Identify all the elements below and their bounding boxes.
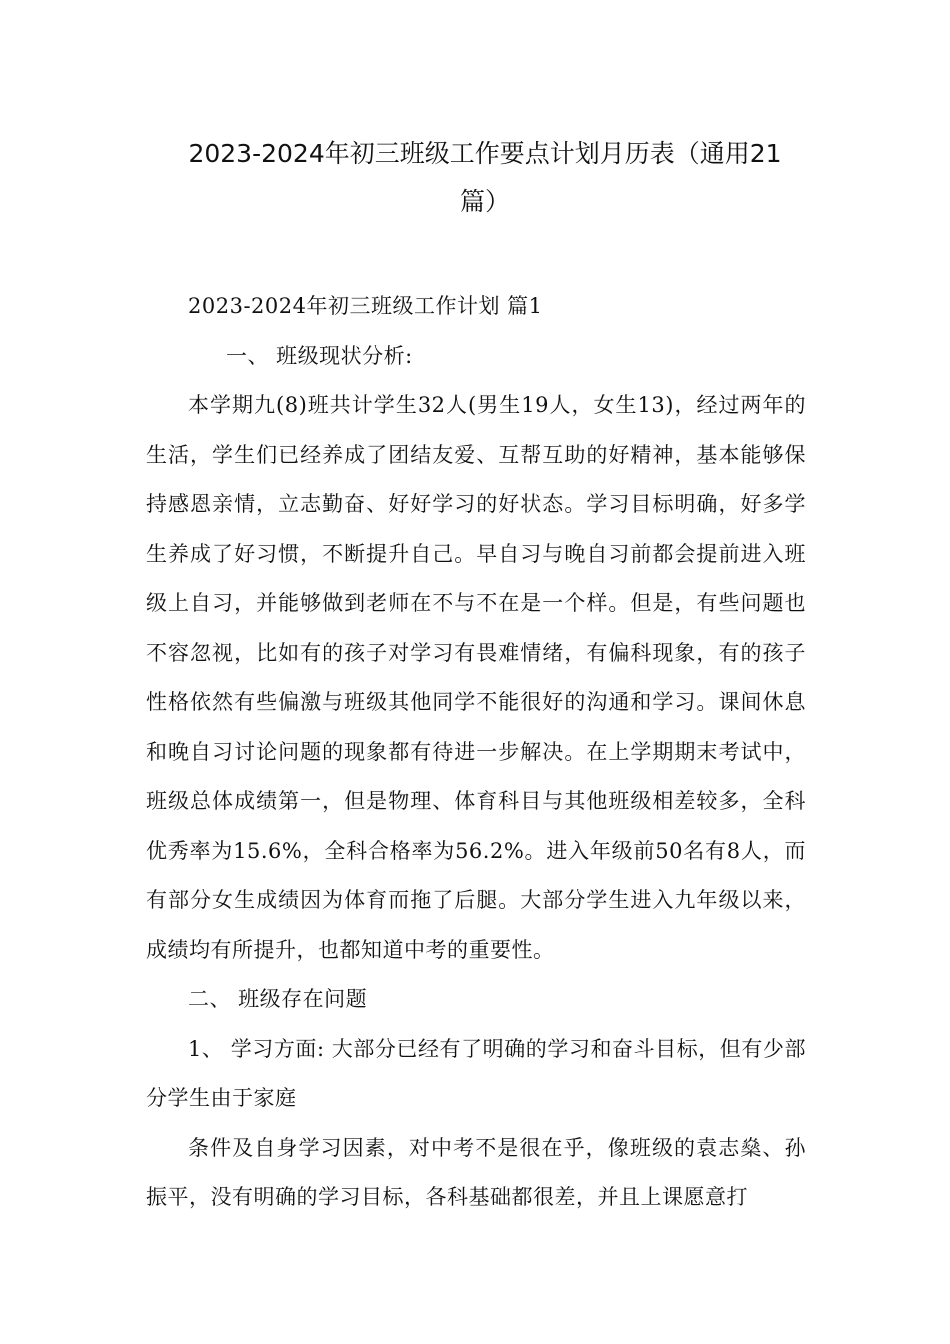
section-heading-status: 一、 班级现状分析: [226,343,413,368]
title-line-1: 2023-2024年初三班级工作要点计划月历表（通用21 [188,139,782,168]
title-line-2: 篇） [459,187,510,216]
section-heading-problems: 二、 班级存在问题 [188,987,368,1011]
paragraph-study-conditions: 条件及自身学习因素，对中考不是很在乎，像班级的袁志燊、孙振平，没有明确的学习目标，各科基础都很差，并且上课愿意打 [146,1135,806,1209]
document-body [146,282,806,1223]
plan-subtitle: 2023-2024年初三班级工作计划 篇1 [188,294,543,318]
paragraph-study-problems: 1、 学习方面: 大部分已经有了明确的学习和奋斗目标，但有少部分学生由于家庭 [146,1036,806,1110]
document-title [140,130,830,226]
paragraph-status-analysis: 本学期九(8)班共计学生32人(男生19人，女生13)，经过两年的生活，学生们已经养成了团结友爱、互帮互助的好精神，基本能够保持感恩亲情，立志勤奋、好好学习的好状态。学习目标明确，好多学生养成了好习惯，不断提升自己。早自习与晚自习前都会提前进入班级上自习，并能够做到老师在不与不在是一个样。但是，有些问题也不容忽视，比如有的孩子对学习有畏难情绪，有偏科现象，有的孩子性格依然有些偏激与班级其他同学不能很好的沟通和学习。课间休息和晚自习讨论问题的现象都有待进一步解决。在上学期期末考试中，班级总体成绩第一，但是物理、体育科目与其他班级相差较多，全科优秀率为15.6%，全科合格率为56.2%。进入年级前50名有8人，而有部分女生成绩因为体育而拖了后腿。大部分学生进入九年级以来，成绩均有所提升，也都知道中考的重要性。 [146,393,806,962]
